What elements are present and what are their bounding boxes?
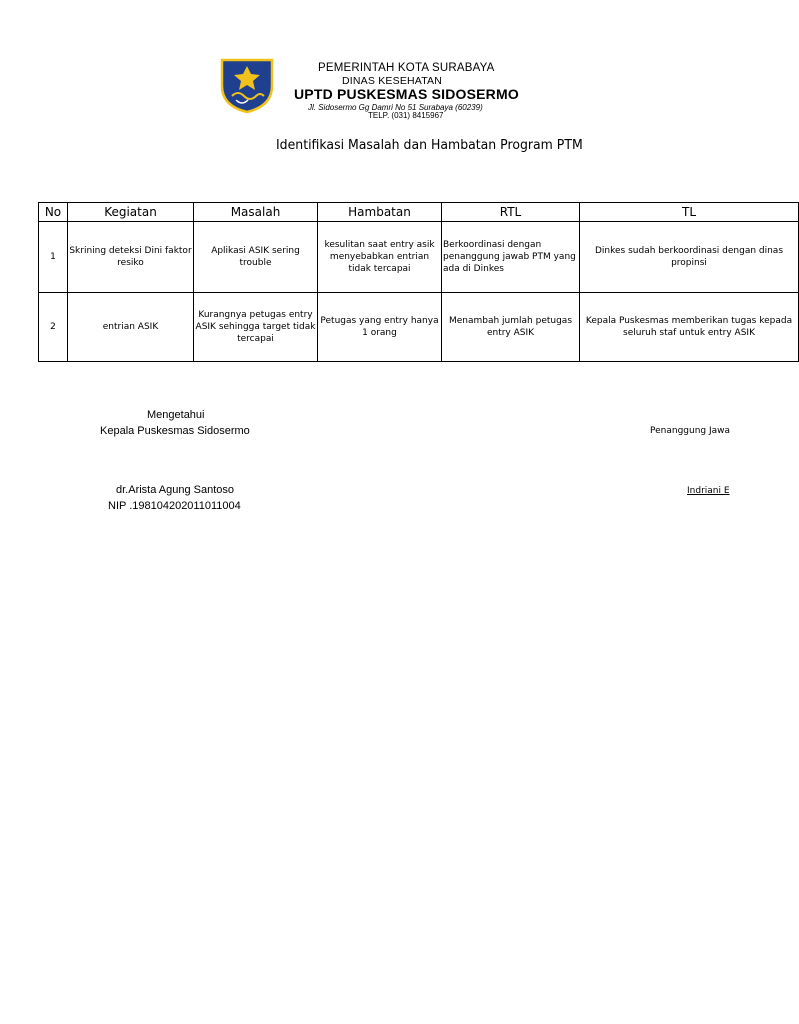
- responsible-person-name: Indriani E: [687, 486, 730, 496]
- letterhead: [218, 52, 536, 124]
- header-masalah: Masalah: [194, 203, 318, 222]
- table-row: [39, 293, 799, 362]
- cell-hambatan: Petugas yang entry hanya 1 orang: [318, 293, 442, 362]
- header-hambatan: Hambatan: [318, 203, 442, 222]
- cell-masalah: Aplikasi ASIK sering trouble: [194, 222, 318, 293]
- cell-no: 1: [39, 222, 68, 293]
- document-title: Identifikasi Masalah dan Hambatan Program PTM: [276, 138, 583, 153]
- signature-acknowledged-label: Mengetahui: [147, 409, 205, 421]
- problems-table: [38, 202, 799, 362]
- city-crest-icon: [218, 56, 276, 114]
- table-header-row: [39, 203, 799, 222]
- cell-rtl: Berkoordinasi dengan penanggung jawab PTM yang ada di Dinkes: [442, 222, 580, 293]
- cell-kegiatan: entrian ASIK: [68, 293, 194, 362]
- letterhead-phone: TELP. (031) 8415967: [368, 111, 444, 120]
- cell-rtl: Menambah jumlah petugas entry ASIK: [442, 293, 580, 362]
- letterhead-department: DINAS KESEHATAN: [342, 75, 443, 87]
- header-rtl: RTL: [442, 203, 580, 222]
- cell-hambatan: kesulitan saat entry asik menyebabkan entrian tidak tercapai: [318, 222, 442, 293]
- header-tl: TL: [580, 203, 799, 222]
- cell-no: 2: [39, 293, 68, 362]
- signature-name: dr.Arista Agung Santoso: [116, 484, 235, 496]
- responsible-person-label: Penanggung Jawa: [650, 426, 731, 436]
- cell-tl: Kepala Puskesmas memberikan tugas kepada seluruh staf untuk entry ASIK: [580, 293, 799, 362]
- letterhead-address: Jl. Sidosermo Gg Damri No 51 Surabaya (60239): [308, 103, 483, 112]
- table-row: [39, 222, 799, 293]
- cell-kegiatan: Skrining deteksi Dini faktor resiko: [68, 222, 194, 293]
- header-no: No: [39, 203, 68, 222]
- cell-masalah: Kurangnya petugas entry ASIK sehingga target tidak tercapai: [194, 293, 318, 362]
- header-kegiatan: Kegiatan: [68, 203, 194, 222]
- letterhead-government: PEMERINTAH KOTA SURABAYA: [318, 62, 495, 74]
- signature-position: Kepala Puskesmas Sidosermo: [100, 425, 250, 437]
- problems-table-container: [38, 202, 793, 362]
- signature-nip: NIP .198104202011011004: [108, 500, 241, 512]
- cell-tl: Dinkes sudah berkoordinasi dengan dinas propinsi: [580, 222, 799, 293]
- letterhead-institution: UPTD PUSKESMAS SIDOSERMO: [294, 86, 519, 102]
